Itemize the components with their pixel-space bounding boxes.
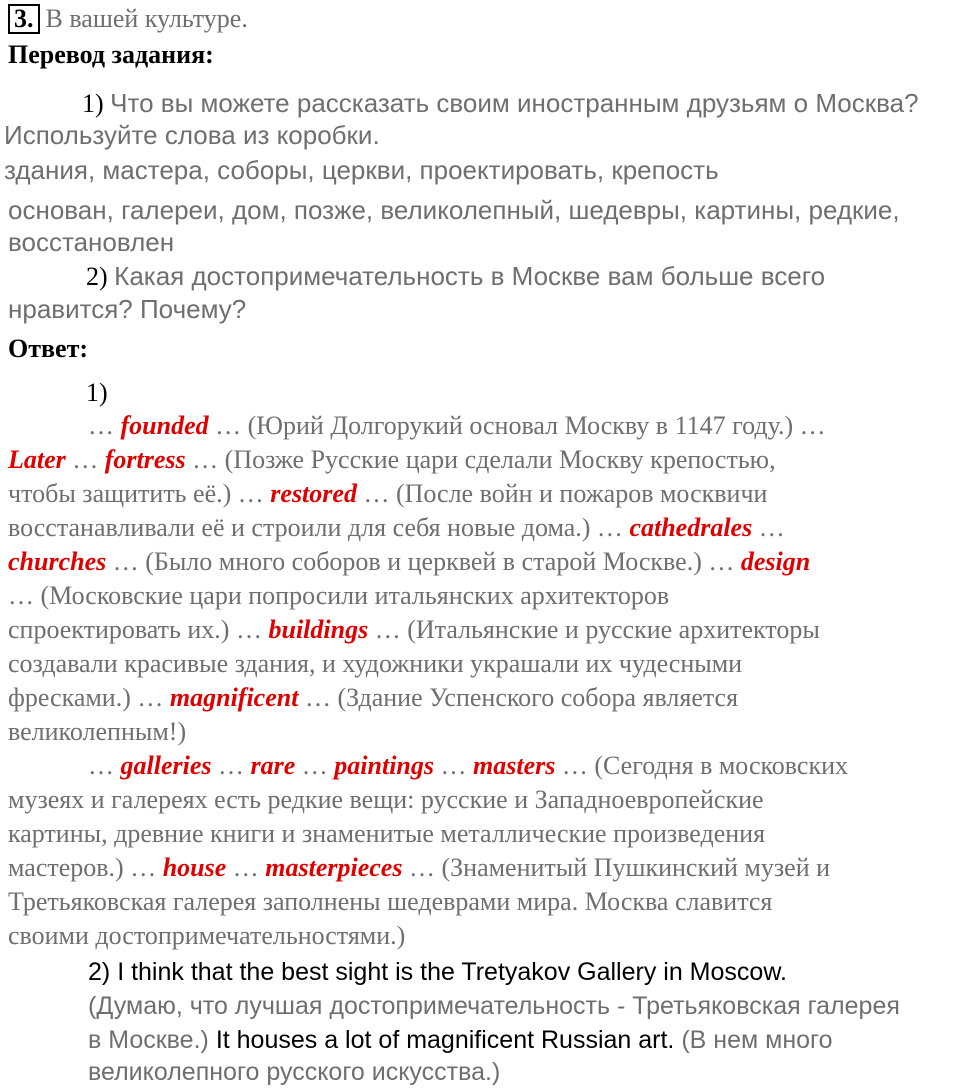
answer-line-7: спроектировать их.) … buildings … (Итальянские и русские архитекторы bbox=[8, 615, 820, 644]
answer-word: restored bbox=[270, 479, 357, 508]
q2-text-a: Какая достопримечательность в Москве вам больше всего bbox=[114, 261, 826, 291]
answer-part2-english-1: I think that the best sight is the Tretyakov Gallery in Moscow. bbox=[117, 958, 787, 986]
answer-part2-russian-4: великолепного русского искусства.) bbox=[88, 1058, 501, 1086]
translation-q2-line1 bbox=[86, 259, 825, 294]
answer-line-11: … galleries … rare … paintings … masters … (Сегодня в московских bbox=[88, 751, 849, 780]
q2-text-b: нравится? Почему? bbox=[8, 294, 247, 324]
answer-line-15: Третьяковская галерея заполнены шедеврами мира. Москва славится bbox=[8, 887, 773, 916]
q1-text-a: Что вы можете рассказать своим иностранным друзьям о Москва? bbox=[110, 88, 919, 118]
answer-part2-number: 2) bbox=[88, 958, 111, 986]
answer-word: galleries bbox=[120, 751, 212, 780]
answer-word: paintings bbox=[334, 751, 434, 780]
answer-line-16: своими достопримечательностями.) bbox=[8, 921, 406, 950]
q1-words-1: здания, мастера, соборы, церкви, проектировать, крепость bbox=[4, 155, 719, 185]
answer-line-13: картины, древние книги и знаменитые металлические произведения bbox=[8, 819, 766, 848]
answer-word: founded bbox=[120, 411, 209, 440]
answer-word: buildings bbox=[268, 615, 369, 644]
answer-line-1: … founded … (Юрий Долгорукий основал Москву в 1147 году.) … bbox=[88, 411, 826, 440]
answer-line-9: фресками.) … magnificent … (Здание Успенского собора является bbox=[8, 683, 739, 712]
answer-line-4: восстанавливали её и строили для себя новые дома.) … cathedrales … bbox=[8, 513, 785, 542]
task-title: В вашей культуре. bbox=[45, 4, 248, 33]
q1-text-b: Используйте слова из коробки. bbox=[4, 120, 380, 150]
answer-part2-english-2: It houses a lot of magnificent Russian art. bbox=[215, 1026, 675, 1054]
answer-word: house bbox=[162, 853, 227, 882]
answer-word: masterpieces bbox=[265, 853, 403, 882]
answer-part2-line1 bbox=[88, 955, 787, 989]
answer-part2-line3: в Москве.) It houses a lot of magnificent Russian art. (В нем много bbox=[88, 1026, 833, 1054]
answer-part2-russian-1: (Думаю, что лучшая достопримечательность - Третьяковская галерея bbox=[88, 992, 900, 1020]
task-number: 3. bbox=[8, 4, 40, 34]
q1-words-2: основан, галереи, дом, позже, великолепный, шедевры, картины, редкие, bbox=[8, 195, 900, 225]
answer-line-3: чтобы защитить её.) … restored … (После войн и пожаров москвичи bbox=[8, 479, 768, 508]
answer-word: magnificent bbox=[169, 683, 299, 712]
task-header bbox=[8, 2, 248, 36]
answer-line-12: музеях и галереях есть редкие вещи: русские и Западноевропейские bbox=[8, 785, 764, 814]
answer-word: masters bbox=[473, 751, 556, 780]
answer-line-2: Later … fortress … (Позже Русские цари сделали Москву крепостью, bbox=[8, 445, 776, 474]
q2-number: 2) bbox=[86, 262, 108, 291]
answer-heading: Ответ: bbox=[8, 334, 89, 363]
answer-line-8: создавали красивые здания, и художники украшали их чудесными bbox=[8, 649, 743, 678]
answer-word: churches bbox=[8, 547, 107, 576]
answer-line-5: churches … (Было много соборов и церквей в старой Москве.) … design bbox=[8, 547, 811, 576]
answer-word: fortress bbox=[104, 445, 186, 474]
answer-line-6: … (Московские цари попросили итальянских архитекторов bbox=[8, 581, 670, 610]
answer-word: design bbox=[740, 547, 811, 576]
answer-line-10: великолепным!) bbox=[8, 717, 187, 746]
translation-heading: Перевод задания: bbox=[8, 40, 214, 69]
answer-line-14: мастеров.) … house … masterpieces … (Знаменитый Пушкинский музей и bbox=[8, 853, 831, 882]
answer-word: cathedrales bbox=[629, 513, 753, 542]
answer-part1-number: 1) bbox=[86, 378, 108, 407]
answer-word: rare bbox=[250, 751, 296, 780]
translation-q1-line1 bbox=[82, 86, 919, 121]
q1-words-3: восстановлен bbox=[8, 227, 175, 257]
q1-number: 1) bbox=[82, 89, 104, 118]
answer-word: Later bbox=[8, 445, 66, 474]
